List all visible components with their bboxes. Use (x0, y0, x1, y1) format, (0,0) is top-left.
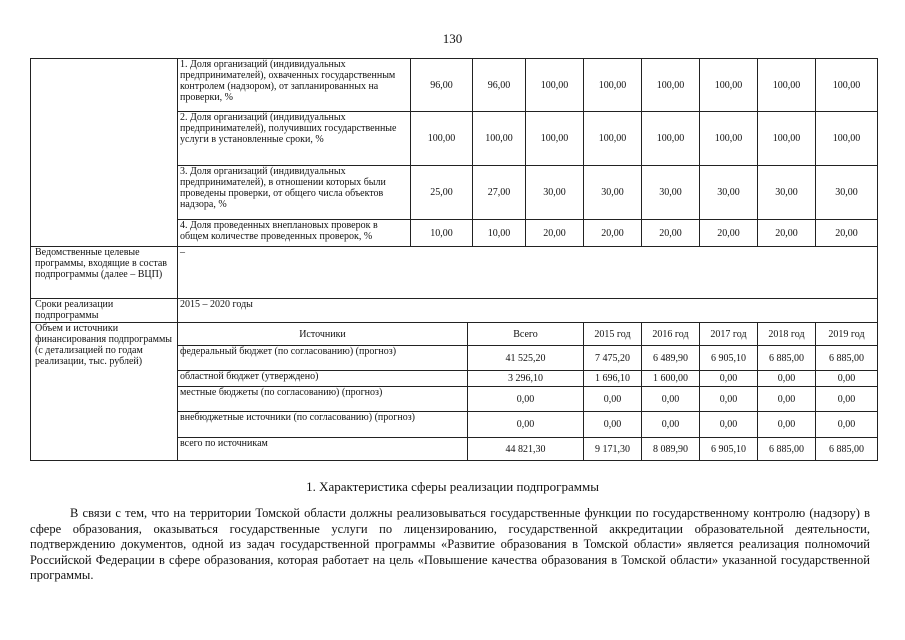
finance-value: 1 600,00 (642, 371, 700, 387)
finance-value: 6 885,00 (758, 438, 816, 461)
indicator-value: 96,00 (487, 79, 511, 91)
indicator-value: 30,00 (700, 166, 758, 220)
finance-value: 6 885,00 (816, 438, 878, 461)
finance-value: 0,00 (700, 387, 758, 412)
terms-value: 2015 – 2020 годы (178, 299, 878, 323)
finance-value: 8 089,90 (642, 438, 700, 461)
finance-value: 9 171,30 (584, 438, 642, 461)
indicator-value: 10,00 (487, 227, 511, 239)
indicator-value: 100,00 (485, 133, 513, 144)
indicator-value: 100,00 (526, 112, 584, 166)
terms-label: Сроки реализации подпрограммы (31, 299, 178, 323)
indicator-value: 27,00 (487, 187, 511, 198)
indicator-value: 25,00 (411, 166, 473, 219)
indicator-value: 20,00 (816, 220, 878, 247)
finance-header: 2017 год (700, 323, 758, 346)
indicator-value: 100,00 (758, 59, 816, 112)
indicator-value: 100,00 (816, 59, 878, 112)
finance-value: 0,00 (816, 371, 878, 387)
finance-value: 6 905,10 (700, 346, 758, 371)
indicator-value: 20,00 (584, 220, 642, 247)
finance-value: 41 525,20 (468, 346, 584, 371)
indicator-value: 100,00 (411, 112, 473, 165)
indicator-label: 3. Доля организаций (индивидуальных предпринимателей), в отношении которых были проведены проверки, от общего числа объектов надзора, % (178, 166, 411, 220)
finance-value: 0,00 (642, 412, 700, 438)
finance-source: внебюджетные источники (по согласованию) (прогноз) (178, 412, 468, 438)
indicator-value: 100,00 (816, 112, 878, 166)
indicator-label: 2. Доля организаций (индивидуальных предпринимателей), получивших государственные услуги в установленные сроки, % (178, 112, 411, 166)
vcp-value: – (178, 247, 878, 299)
finance-header: 2019 год (816, 323, 878, 346)
indicator-value: 10,00 (411, 220, 473, 246)
finance-header: Всего (468, 323, 584, 346)
finance-value: 0,00 (700, 412, 758, 438)
finance-header: Источники (178, 323, 468, 346)
indicator-label: 1. Доля организаций (индивидуальных предпринимателей), охваченных государственным контролем (надзором), от запланированных на проверки, % (178, 59, 411, 112)
page-number: 130 (442, 31, 463, 46)
finance-value: 0,00 (584, 412, 642, 438)
indicator-value: 100,00 (526, 59, 584, 112)
finance-value: 0,00 (816, 412, 878, 438)
finance-value: 6 905,10 (700, 438, 758, 461)
finance-value: 6 885,00 (758, 346, 816, 371)
finance-value: 7 475,20 (584, 346, 642, 371)
indicator-section-label (31, 59, 178, 247)
section-heading: 1. Характеристика сферы реализации подпрограммы (306, 479, 599, 494)
indicator-value: 100,00 (584, 112, 642, 166)
indicator-value: 100,00 (642, 112, 700, 166)
subprogram-passport-table (30, 58, 878, 461)
finance-value: 0,00 (468, 387, 584, 412)
indicator-value: 100,00 (700, 112, 758, 166)
indicator-value: 30,00 (758, 166, 816, 220)
finance-value: 0,00 (642, 387, 700, 412)
indicator-value: 30,00 (816, 166, 878, 220)
finance-value: 3 296,10 (468, 371, 584, 387)
finance-value: 1 696,10 (584, 371, 642, 387)
indicator-label: 4. Доля проведенных внеплановых проверок в общем количестве проведенных проверок, % (178, 220, 411, 247)
indicator-value: 20,00 (758, 220, 816, 247)
indicator-value: 20,00 (526, 220, 584, 247)
finance-header: 2018 год (758, 323, 816, 346)
finance-source: всего по источникам (178, 438, 468, 461)
finance-value: 0,00 (468, 412, 584, 438)
indicator-value: 20,00 (642, 220, 700, 247)
vcp-label: Ведомственные целевые программы, входящие в состав подпрограммы (далее – ВЦП) (31, 247, 178, 299)
indicator-value: 100,00 (642, 59, 700, 112)
finance-source: местные бюджеты (по согласованию) (прогноз) (178, 387, 468, 412)
indicator-value: 96,00 (411, 59, 473, 111)
terms-row (31, 299, 878, 323)
finance-value: 44 821,30 (468, 438, 584, 461)
finance-source: федеральный бюджет (по согласованию) (прогноз) (178, 346, 468, 371)
indicator-value: 100,00 (758, 112, 816, 166)
indicator-value: 100,00 (700, 59, 758, 112)
indicator-value: 30,00 (584, 166, 642, 220)
finance-value: 0,00 (816, 387, 878, 412)
indicator-value: 30,00 (526, 166, 584, 220)
indicator-value: 20,00 (700, 220, 758, 247)
finance-source: областной бюджет (утверждено) (178, 371, 468, 387)
body-paragraph: В связи с тем, что на территории Томской области должны реализовываться государственные функции по государственному контролю (надзору) в сфере образования, оказываться государственные услуги по лицензированию, государственной аккредитации образовательной деятельности, подтверждению документов, одной из задач государственной программы «Развитие образования в Томской области» является реализация полномочий Российской Федерации в сфере образования, которая работает на цель «Повышение качества образования в Томской области» указанной государственной программы. (30, 506, 870, 582)
indicator-value: 100,00 (584, 59, 642, 112)
finance-label: Объем и источники финансирования подпрограммы (с детализацией по годам реализации, тыс. рублей) (31, 323, 178, 461)
finance-header: 2016 год (642, 323, 700, 346)
finance-value: 0,00 (758, 371, 816, 387)
finance-value: 0,00 (700, 371, 758, 387)
indicator-value: 30,00 (642, 166, 700, 220)
indicator-row (31, 59, 878, 112)
finance-value: 6 885,00 (816, 346, 878, 371)
vcp-row (31, 247, 878, 299)
finance-value: 0,00 (584, 387, 642, 412)
finance-header-row (31, 323, 878, 346)
finance-value: 6 489,90 (642, 346, 700, 371)
finance-value: 0,00 (758, 387, 816, 412)
finance-header: 2015 год (584, 323, 642, 346)
finance-value: 0,00 (758, 412, 816, 438)
